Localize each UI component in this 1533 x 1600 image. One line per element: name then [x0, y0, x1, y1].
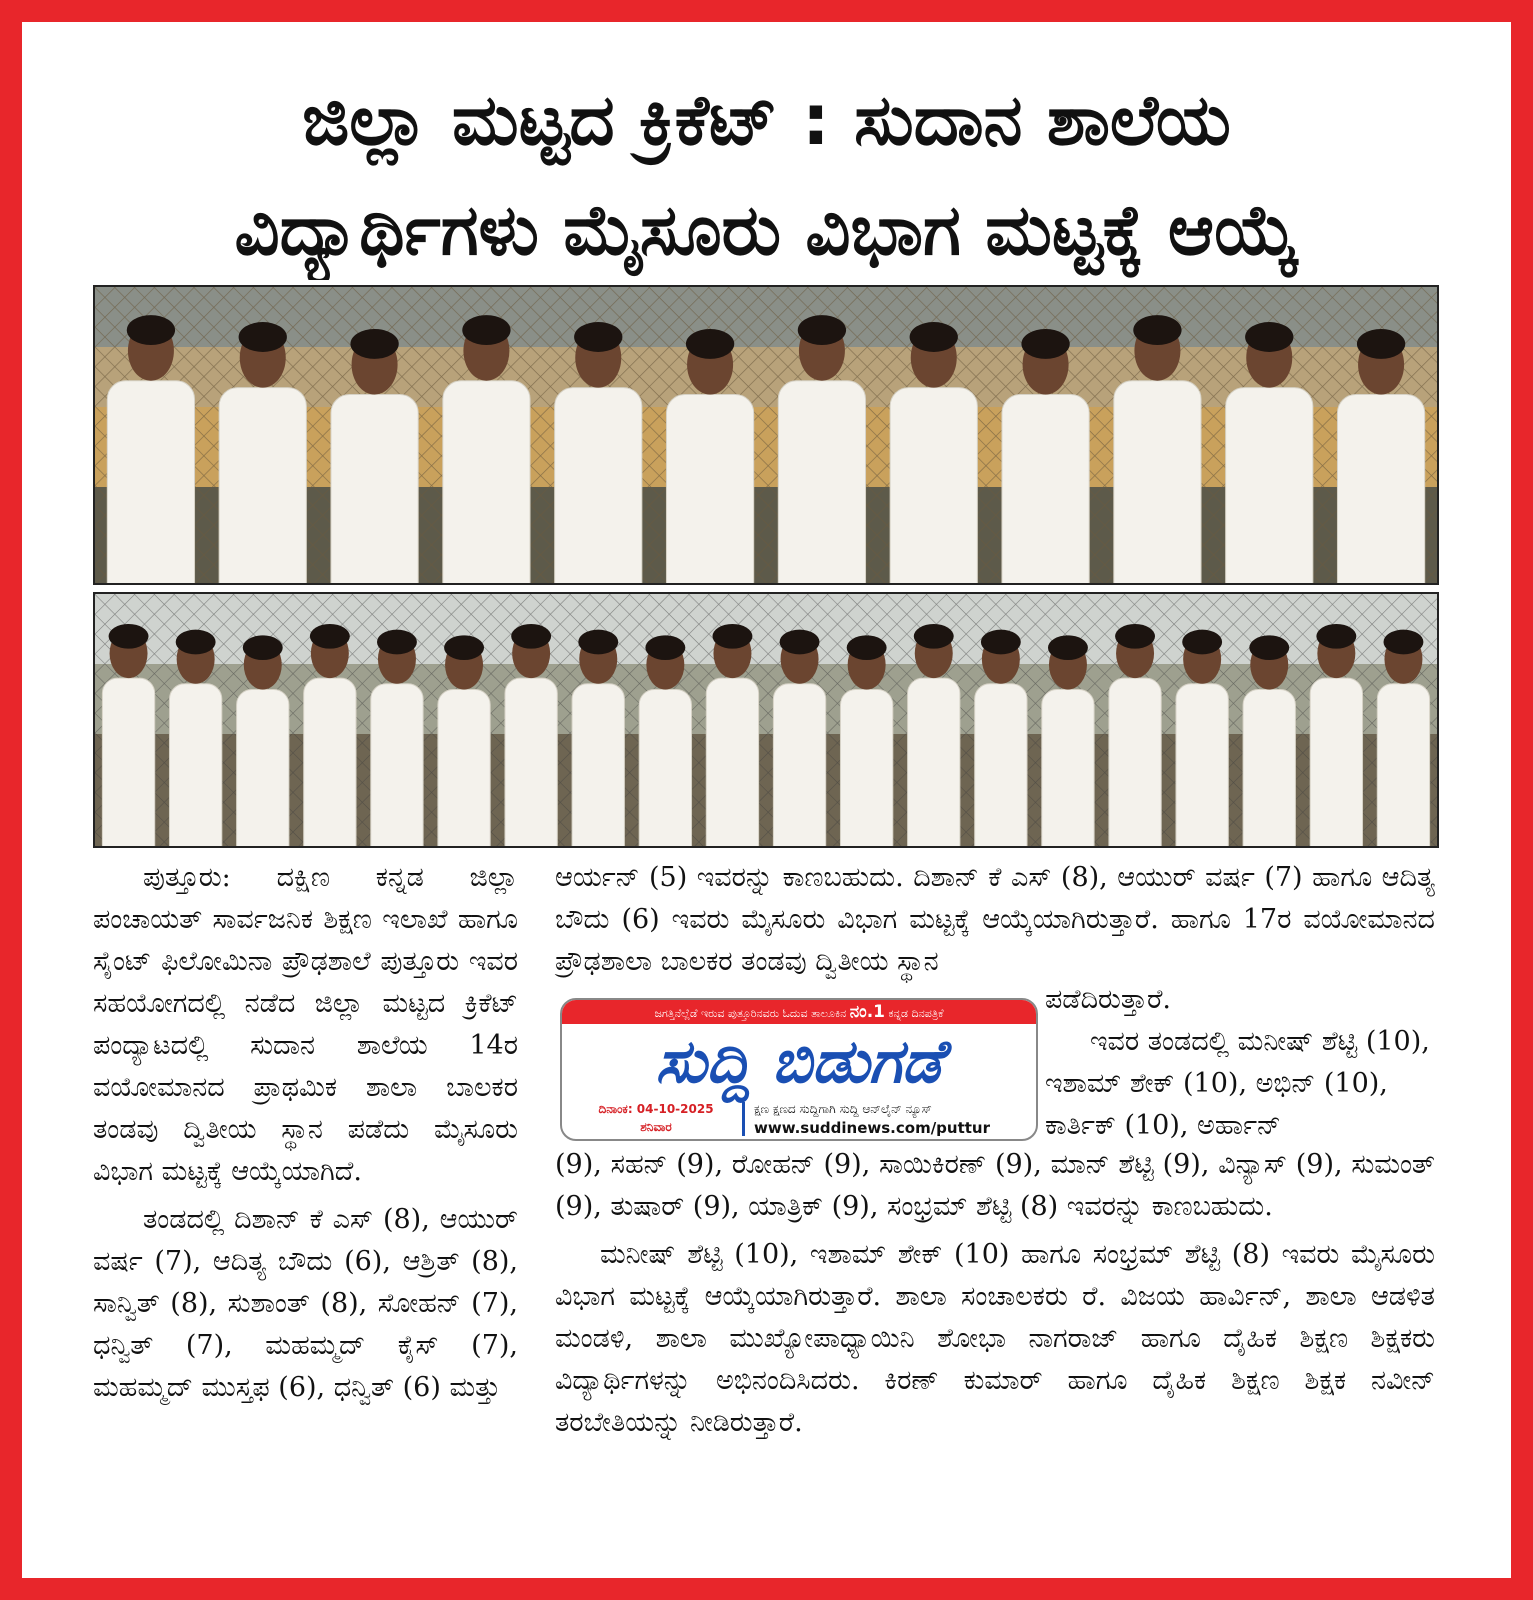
- masthead-logo: ಸುದ್ದಿ ಬಿಡುಗಡೆ: [655, 1027, 943, 1097]
- article-right-bottom: [555, 1144, 1435, 1444]
- player-figure: [706, 624, 758, 846]
- player-figure: [505, 624, 557, 846]
- article-left-column: [93, 857, 518, 1415]
- article-right-beside-masthead: [1045, 979, 1435, 1147]
- player-figure: [1176, 630, 1228, 846]
- masthead-slogan: ಕ್ಷಣ ಕ್ಷಣದ ಸುದ್ದಿಗಾಗಿ ಸುದ್ದಿ ಆನ್‌ಲೈನ್ ನ್ಯೂಸ್: [754, 1102, 932, 1116]
- masthead-tagline: [562, 1000, 1036, 1024]
- article-paragraph-2: ತಂಡದಲ್ಲಿ ದಿಶಾನ್ ಕೆ ಎಸ್ (8), ಆಯುರ್ ವರ್ಷ (7), ಆದಿತ್ಯ ಬೌದು (6), ಆಶ್ರಿತ್ (8), ಸಾನ್ವಿತ್ (8), ಸುಶಾಂತ್ (8), ಸೋಹನ್ (7), ಧನ್ವಿತ್ (7), ಮಹಮ್ಮದ್ ಕೈಸ್ (7), ಮಹಮ್ಮದ್ ಮುಸ್ತಫ (6), ಧನ್ವಿತ್ (6) ಮತ್ತು: [93, 1204, 518, 1403]
- headline-line-2: ವಿದ್ಯಾರ್ಥಿಗಳು ಮೈಸೂರು ವಿಭಾಗ ಮಟ್ಟಕ್ಕೆ ಆಯ್ಕೆ: [234, 189, 1299, 271]
- player-figure: [1109, 624, 1161, 846]
- player-figure: [1243, 635, 1295, 846]
- tagline-suffix: ಕನ್ನಡ ದಿನಪತ್ರಿಕೆ: [888, 1007, 944, 1020]
- player-figure: [773, 630, 825, 846]
- tagline-text: ಜಗತ್ತಿನೆಲ್ಲೆಡೆ ಇರುವ ಪುತ್ತೂರಿನವರು ಓದುವ ತಾಲೂಕಿನ: [654, 1007, 847, 1020]
- player-figure: [102, 624, 154, 846]
- tagline-number-one: ನಂ.1: [849, 1002, 885, 1022]
- player-figure: [237, 635, 289, 846]
- player-figure: [840, 635, 892, 846]
- masthead-date: [576, 1100, 736, 1136]
- headline-line-1: ಜಿಲ್ಲಾ ಮಟ್ಟದ ಕ್ರಿಕೆಟ್ : ಸುದಾನ ಶಾಲೆಯ: [302, 79, 1231, 161]
- article-paragraph-4-rest: (9), ಸಹನ್ (9), ರೋಹನ್ (9), ಸಾಯಿಕಿರಣ್ (9), ಮಾನ್ ಶೆಟ್ಟಿ (9), ವಿನ್ಯಾಸ್ (9), ಸುಮಂತ್ (9), ತುಷಾರ್ (9), ಯಾತ್ರಿಕ್ (9), ಸಂಭ್ರಮ್ ಶೆಟ್ಟಿ (8) ಇವರನ್ನು ಕಾಣಬಹುದು.: [555, 1149, 1435, 1222]
- article-paragraph-3: ಆರ್ಯನ್ (5) ಇವರನ್ನು ಕಾಣಬಹುದು. ದಿಶಾನ್ ಕೆ ಎಸ್ (8), ಆಯುರ್ ವರ್ಷ (7) ಹಾಗೂ ಆದಿತ್ಯ ಬೌದು (6) ಇವರು ಮೈಸೂರು ವಿಭಾಗ ಮಟ್ಟಕ್ಕೆ ಆಯ್ಕೆಯಾಗಿರುತ್ತಾರೆ. ಹಾಗೂ 17ರ ವಯೋಮಾನದ ಪ್ರೌಢಶಾಲಾ ಬಾಲಕರ ತಂಡವು ದ್ವಿತೀಯ ಸ್ಥಾನ: [555, 862, 1435, 977]
- team-photo-under-17: [93, 592, 1439, 848]
- player-figure: [1042, 635, 1094, 846]
- masthead-divider: [742, 1102, 745, 1136]
- article-paragraph-4-start: ಇವರ ತಂಡದಲ್ಲಿ ಮನೀಷ್ ಶೆಟ್ಟಿ (10), ಇಶಾಮ್ ಶೇಕ್ (10), ಅಭಿನ್ (10), ಕಾರ್ತಿಕ್ (10), ಅರ್ಹಾನ್: [1045, 1026, 1430, 1141]
- player-figure: [572, 630, 624, 846]
- player-figure: [304, 624, 356, 846]
- player-figure: [975, 630, 1027, 846]
- masthead-url: www.suddinews.com/puttur: [754, 1119, 991, 1137]
- article-paragraph-5: ಮನೀಷ್ ಶೆಟ್ಟಿ (10), ಇಶಾಮ್ ಶೇಕ್ (10) ಹಾಗೂ ಸಂಭ್ರಮ್ ಶೆಟ್ಟಿ (8) ಇವರು ಮೈಸೂರು ವಿಭಾಗ ಮಟ್ಟಕ್ಕೆ ಆಯ್ಕೆಯಾಗಿರುತ್ತಾರೆ. ಶಾಲಾ ಸಂಚಾಲಕರು ರೆ. ವಿಜಯ ಹಾರ್ವಿನ್, ಶಾಲಾ ಆಡಳಿತ ಮಂಡಳಿ, ಶಾಲಾ ಮುಖ್ಯೋಪಾಧ್ಯಾಯಿನಿ ಶೋಭಾ ನಾಗರಾಜ್ ಹಾಗೂ ದೈಹಿಕ ಶಿಕ್ಷಣ ಶಿಕ್ಷಕರು ವಿದ್ಯಾರ್ಥಿಗಳನ್ನು ಅಭಿನಂದಿಸಿದರು. ಕಿರಣ್ ಕುಮಾರ್ ಹಾಗೂ ದೈಹಿಕ ಶಿಕ್ಷಣ ಶಿಕ್ಷಕ ನವೀನ್ ತರಬೇತಿಯನ್ನು ನೀಡಿರುತ್ತಾರೆ.: [555, 1239, 1435, 1438]
- newspaper-masthead: [560, 998, 1038, 1141]
- article-paragraph-1: ಪುತ್ತೂರು: ದಕ್ಷಿಣ ಕನ್ನಡ ಜಿಲ್ಲಾ ಪಂಚಾಯತ್ ಸಾರ್ವಜನಿಕ ಶಿಕ್ಷಣ ಇಲಾಖೆ ಹಾಗೂ ಸೈಂಟ್ ಫಿಲೋಮಿನಾ ಪ್ರೌಢಶಾಲೆ ಪುತ್ತೂರು ಇವರ ಸಹಯೋಗದಲ್ಲಿ ನಡೆದ ಜಿಲ್ಲಾ ಮಟ್ಟದ ಕ್ರಿಕೆಟ್ ಪಂದ್ಯಾಟದಲ್ಲಿ ಸುದಾನ ಶಾಲೆಯ 14ರ ವಯೋಮಾನದ ಪ್ರಾಥಮಿಕ ಶಾಲಾ ಬಾಲಕರ ತಂಡವು ದ್ವಿತೀಯ ಸ್ಥಾನ ಪಡೆದು ಮೈಸೂರು ವಿಭಾಗ ಮಟ್ಟಕ್ಕೆ ಆಯ್ಕೆಯಾಗಿದೆ.: [93, 862, 518, 1187]
- article-paragraph-3-end: ಪಡೆದಿರುತ್ತಾರೆ.: [1045, 984, 1171, 1015]
- day-text: ಶನಿವಾರ: [640, 1120, 672, 1134]
- player-figure: [639, 635, 691, 846]
- player-figure: [908, 624, 960, 846]
- player-figure: [371, 630, 423, 846]
- article-right-top: [555, 857, 1435, 983]
- player-figure: [1310, 624, 1362, 846]
- player-figure: [438, 635, 490, 846]
- team-photo-under-14: [93, 285, 1439, 585]
- date-text: ದಿನಾಂಕ: 04-10-2025: [598, 1102, 714, 1116]
- player-figure: [1377, 630, 1429, 846]
- player-figure: [169, 630, 221, 846]
